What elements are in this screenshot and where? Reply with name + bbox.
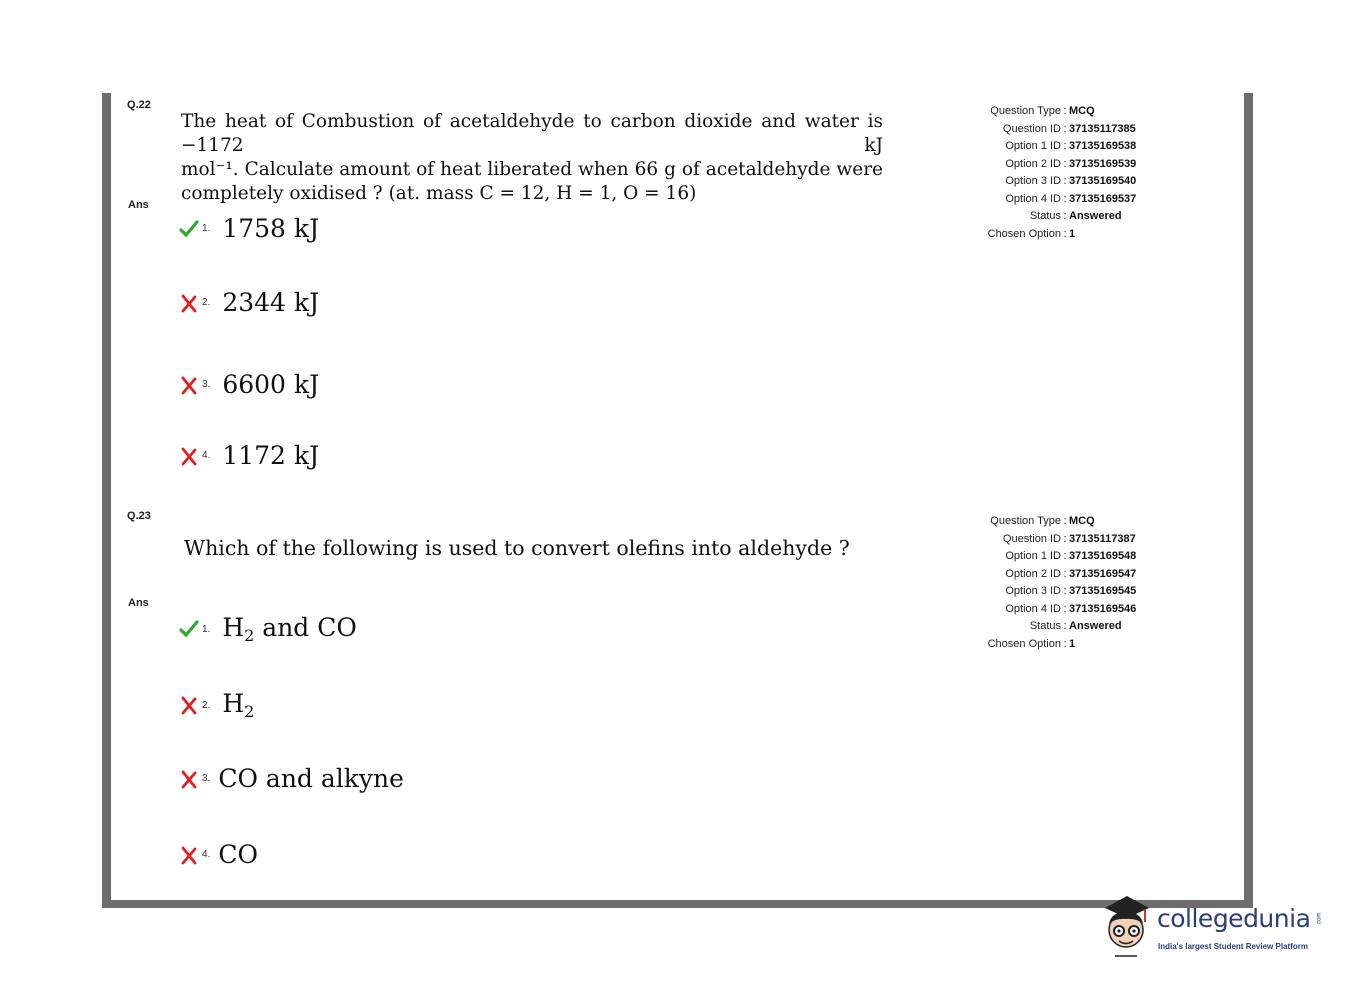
- meta-value: MCQ: [1069, 105, 1095, 117]
- check-icon: [179, 219, 199, 239]
- option-text: [222, 613, 357, 645]
- option-number: 3.: [202, 379, 211, 390]
- meta-key: Chosen Option: [987, 227, 1061, 240]
- meta-key: Question Type: [990, 105, 1061, 117]
- meta-row: [973, 121, 1136, 139]
- mascot-icon: [1097, 894, 1155, 962]
- option-number: 4.: [202, 450, 211, 461]
- meta-separator: :: [1063, 515, 1067, 527]
- option-number: 2.: [202, 699, 211, 711]
- meta-value: 1: [1069, 637, 1076, 650]
- meta-key: Option 3 ID: [1005, 585, 1061, 597]
- meta-key: Option 3 ID: [1005, 175, 1061, 187]
- cross-icon: [179, 695, 199, 715]
- meta-value: 1: [1069, 227, 1076, 240]
- meta-value: Answered: [1069, 620, 1122, 632]
- cross-icon: [179, 845, 199, 865]
- meta-key: Status: [1029, 210, 1061, 222]
- meta-row: [973, 548, 1136, 566]
- option-text: 1758 kJ: [222, 214, 320, 243]
- meta-row: [973, 103, 1136, 121]
- meta-value: MCQ: [1069, 515, 1095, 527]
- cross-icon: [179, 293, 199, 313]
- meta-row: [973, 156, 1136, 174]
- meta-key: Option 2 ID: [1005, 157, 1061, 170]
- cross-icon: [179, 375, 199, 395]
- option-item: [179, 214, 319, 243]
- meta-row: [973, 601, 1136, 619]
- question-meta-panel: [973, 103, 1136, 243]
- question-label: Q.22: [127, 99, 151, 111]
- meta-separator: :: [1063, 532, 1067, 545]
- question-meta-panel: [973, 513, 1136, 653]
- option-item: [179, 441, 319, 470]
- meta-separator: :: [1063, 105, 1067, 117]
- option-text-subscript: 2: [244, 626, 255, 645]
- option-text: 6600 kJ: [222, 370, 320, 399]
- logo-tagline: India's largest Student Review Platform: [1158, 942, 1308, 951]
- option-text: CO: [218, 840, 258, 869]
- meta-row: [973, 566, 1136, 584]
- meta-key: Option 2 ID: [1005, 567, 1061, 580]
- meta-separator: :: [1063, 637, 1067, 650]
- option-number: 3.: [202, 773, 211, 784]
- meta-separator: :: [1063, 192, 1067, 205]
- frame-left-border: [102, 93, 111, 908]
- meta-key: Chosen Option: [987, 637, 1061, 650]
- option-number: 1.: [202, 223, 211, 234]
- meta-separator: :: [1063, 567, 1067, 580]
- collegedunia-logo: [1097, 894, 1327, 964]
- meta-value: 37135169540: [1069, 175, 1137, 187]
- option-item: [179, 689, 254, 721]
- meta-row: [973, 513, 1136, 531]
- option-text: CO and alkyne: [218, 764, 404, 793]
- meta-value: 37135169539: [1069, 157, 1137, 170]
- logo-suffix: .com: [1316, 912, 1323, 926]
- question-text-line: mol⁻¹. Calculate amount of heat liberated when 66 g of acetaldehyde were: [181, 159, 883, 180]
- meta-row: [973, 226, 1136, 244]
- meta-row: [973, 636, 1136, 654]
- option-item: [179, 370, 319, 399]
- meta-value: 37135169546: [1069, 602, 1137, 615]
- meta-separator: :: [1063, 140, 1067, 152]
- meta-separator: :: [1063, 122, 1067, 135]
- option-item: [179, 840, 258, 869]
- meta-separator: :: [1063, 157, 1067, 170]
- frame-bottom-border: [102, 900, 1253, 908]
- meta-separator: :: [1063, 585, 1067, 597]
- meta-value: 37135169538: [1069, 140, 1137, 152]
- meta-value: 37135169537: [1069, 192, 1137, 205]
- option-number: 2.: [202, 297, 211, 308]
- meta-row: [973, 583, 1136, 601]
- meta-separator: :: [1063, 175, 1067, 187]
- frame-right-border: [1244, 93, 1253, 908]
- question-text-line: completely oxidised ? (at. mass C = 12, H = 1, O = 16): [181, 183, 697, 204]
- meta-value: 37135169548: [1069, 550, 1137, 562]
- meta-separator: :: [1063, 210, 1067, 222]
- meta-key: Status: [1029, 620, 1061, 632]
- logo-wordmark: collegedunia: [1157, 904, 1311, 933]
- meta-row: [973, 531, 1136, 549]
- option-number: 1.: [202, 623, 211, 635]
- meta-key: Option 4 ID: [1005, 192, 1061, 205]
- option-item: [179, 613, 357, 645]
- meta-key: Option 1 ID: [1005, 140, 1061, 152]
- option-text: 2344 kJ: [222, 288, 320, 317]
- question-text-line: Which of the following is used to convert olefins into aldehyde ?: [184, 536, 850, 560]
- meta-separator: :: [1063, 227, 1067, 240]
- meta-row: [973, 618, 1136, 636]
- question-text-line: The heat of Combustion of acetaldehyde to carbon dioxide and water is −1172 kJ: [181, 111, 883, 156]
- option-text: [222, 689, 254, 721]
- option-number: 4.: [202, 849, 211, 860]
- option-text-main: H: [222, 613, 245, 642]
- meta-value: 37135169545: [1069, 585, 1137, 597]
- answer-label: Ans: [128, 597, 149, 609]
- meta-key: Question Type: [990, 515, 1061, 527]
- option-item: [179, 764, 404, 793]
- option-text-main: H: [222, 689, 245, 718]
- question-label: Q.23: [127, 510, 151, 522]
- question-text: [181, 110, 883, 206]
- meta-key: Option 1 ID: [1005, 550, 1061, 562]
- option-item: [179, 288, 319, 317]
- meta-row: [973, 173, 1136, 191]
- meta-value: 37135117385: [1069, 122, 1136, 135]
- meta-row: [973, 208, 1136, 226]
- option-text-subscript: 2: [244, 702, 255, 721]
- check-icon: [179, 619, 199, 639]
- meta-key: Question ID: [1002, 532, 1061, 545]
- meta-key: Option 4 ID: [1005, 602, 1061, 615]
- answer-label: Ans: [128, 199, 149, 211]
- meta-separator: :: [1063, 620, 1067, 632]
- meta-value: 37135169547: [1069, 567, 1137, 580]
- meta-value: 37135117387: [1069, 532, 1136, 545]
- meta-row: [973, 138, 1136, 156]
- option-text-tail: and CO: [254, 613, 357, 642]
- meta-separator: :: [1063, 602, 1067, 615]
- meta-separator: :: [1063, 550, 1067, 562]
- cross-icon: [179, 446, 199, 466]
- cross-icon: [179, 769, 199, 789]
- meta-row: [973, 191, 1136, 209]
- question-text: [184, 536, 850, 560]
- meta-key: Question ID: [1002, 122, 1061, 135]
- option-text: 1172 kJ: [222, 441, 320, 470]
- meta-value: Answered: [1069, 210, 1122, 222]
